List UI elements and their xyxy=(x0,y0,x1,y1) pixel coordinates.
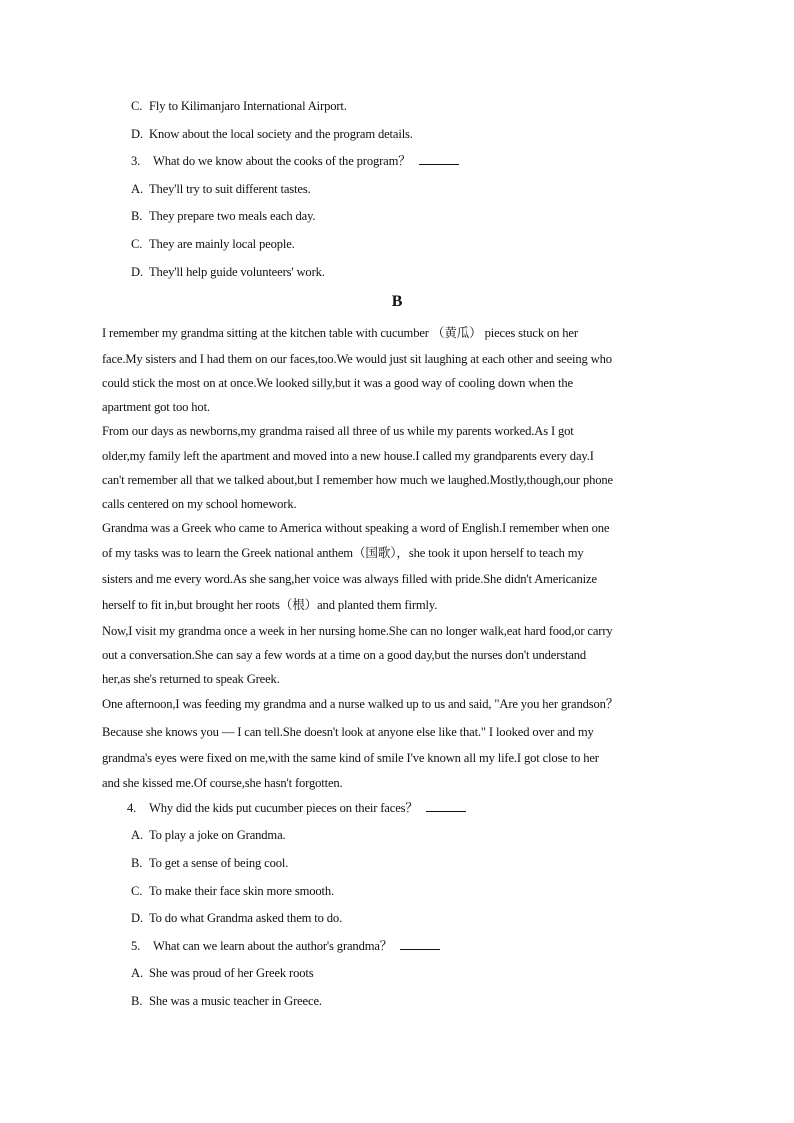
passage-line: Now,I visit my grandma once a week in her nursing home.She can no longer walk,eat hard food,or carry xyxy=(102,624,613,638)
question-text: What can we learn about the author's grandma？ xyxy=(153,939,393,953)
q5-option-a xyxy=(131,965,313,981)
option-text: Fly to Kilimanjaro International Airport. xyxy=(149,99,347,113)
option-letter: C. xyxy=(131,237,143,251)
option-letter: B. xyxy=(131,209,143,223)
passage-line: face.My sisters and I had them on our faces,too.We would just sit laughing at each other and seeing who xyxy=(102,352,612,366)
option-text: They'll try to suit different tastes. xyxy=(149,182,311,196)
option-letter: D. xyxy=(131,265,143,279)
option-text: They'll help guide volunteers' work. xyxy=(149,265,325,279)
q4-option-c xyxy=(131,883,334,899)
passage-line: older,my family left the apartment and moved into a new house.I called my grandparents every day.I xyxy=(102,449,594,463)
passage-line: apartment got too hot. xyxy=(102,400,210,414)
q3-option-a xyxy=(131,181,311,197)
passage-line: From our days as newborns,my grandma raised all three of us while my parents worked.As I got xyxy=(102,424,574,438)
q5-option-b xyxy=(131,993,322,1009)
option-text: To do what Grandma asked them to do. xyxy=(149,911,343,925)
passage-line: calls centered on my school homework. xyxy=(102,497,297,511)
question-5 xyxy=(131,938,440,954)
question-text: Why did the kids put cucumber pieces on their faces？ xyxy=(149,801,418,815)
option-letter: A. xyxy=(131,966,143,980)
option-letter: B. xyxy=(131,994,143,1008)
passage-line: Because she knows you — I can tell.She doesn't look at anyone else like that." I looked over and my xyxy=(102,725,594,739)
option-text: To play a joke on Grandma. xyxy=(149,828,286,842)
option-text: They are mainly local people. xyxy=(149,237,295,251)
passage-line: One afternoon,I was feeding my grandma and a nurse walked up to us and said, "Are you her grandson？ xyxy=(102,697,619,711)
answer-blank[interactable] xyxy=(419,153,459,165)
option-text: She was proud of her Greek roots xyxy=(149,966,314,980)
passage-line: sisters and me every word.As she sang,her voice was always filled with pride.She didn't Americanize xyxy=(102,572,597,586)
option-c xyxy=(131,98,347,114)
passage-line: and she kissed me.Of course,she hasn't forgotten. xyxy=(102,776,343,790)
passage-line: out a conversation.She can say a few words at a time on a good day,but the nurses don't understand xyxy=(102,648,587,662)
passage-line: can't remember all that we talked about,but I remember how much we laughed.Mostly,though,our phone xyxy=(102,473,613,487)
q3-option-b xyxy=(131,208,315,224)
passage-line: grandma's eyes were fixed on me,with the same kind of smile I've known all my life.I got close to her xyxy=(102,751,599,765)
option-letter: C. xyxy=(131,884,143,898)
q3-option-c xyxy=(131,236,295,252)
question-4 xyxy=(127,800,466,816)
passage-line: of my tasks was to learn the Greek national anthem（国歌），she took it upon herself to teach my xyxy=(102,546,584,560)
option-letter: B. xyxy=(131,856,143,870)
option-text: To make their face skin more smooth. xyxy=(149,884,335,898)
question-number: 3. xyxy=(131,154,141,168)
option-text: She was a music teacher in Greece. xyxy=(149,994,322,1008)
passage-line: I remember my grandma sitting at the kitchen table with cucumber （黄瓜） pieces stuck on her xyxy=(102,326,578,340)
option-text: Know about the local society and the program details. xyxy=(149,127,413,141)
passage-line: Grandma was a Greek who came to America without speaking a word of English.I remember when one xyxy=(102,521,610,535)
section-heading: B xyxy=(391,293,403,310)
option-letter: A. xyxy=(131,828,143,842)
passage-line: herself to fit in,but brought her roots（根）and planted them firmly. xyxy=(102,598,438,612)
q4-option-b xyxy=(131,855,288,871)
question-number: 4. xyxy=(127,801,137,815)
option-d xyxy=(131,126,413,142)
q4-option-d xyxy=(131,910,342,926)
answer-blank[interactable] xyxy=(426,800,466,812)
question-3 xyxy=(131,153,459,169)
q3-option-d xyxy=(131,264,325,280)
option-text: They prepare two meals each day. xyxy=(149,209,316,223)
option-letter: A. xyxy=(131,182,143,196)
answer-blank[interactable] xyxy=(400,938,440,950)
passage-line: could stick the most on at once.We looked silly,but it was a good way of cooling down when the xyxy=(102,376,573,390)
option-letter: C. xyxy=(131,99,143,113)
option-letter: D. xyxy=(131,911,143,925)
passage-line: her,as she's returned to speak Greek. xyxy=(102,672,280,686)
option-text: To get a sense of being cool. xyxy=(149,856,289,870)
q4-option-a xyxy=(131,827,286,843)
option-letter: D. xyxy=(131,127,143,141)
question-number: 5. xyxy=(131,939,141,953)
question-text: What do we know about the cooks of the program？ xyxy=(153,154,411,168)
